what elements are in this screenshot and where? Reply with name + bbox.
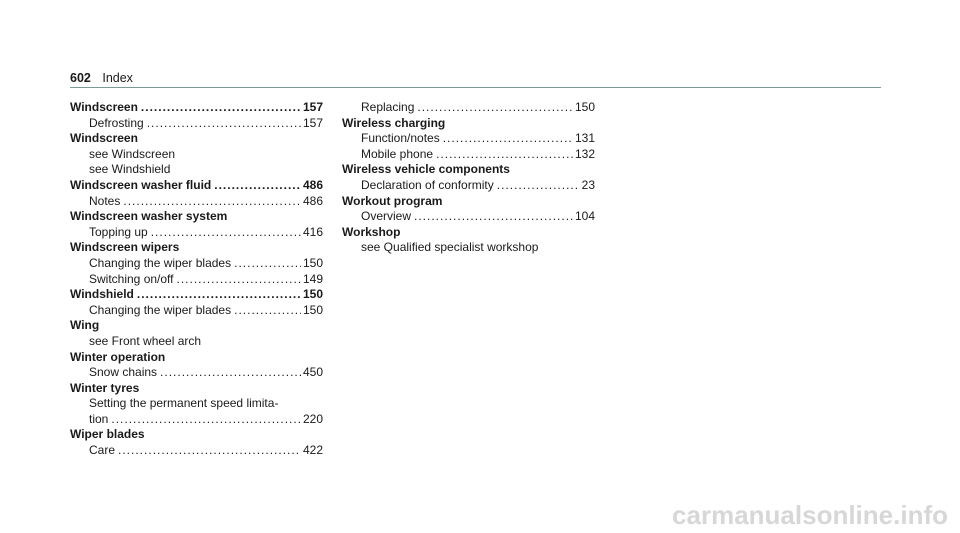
index-heading bbox=[70, 287, 323, 303]
index-subentry bbox=[70, 116, 323, 132]
page-ref: 150 bbox=[302, 287, 323, 302]
entry-text: Windshield bbox=[70, 287, 134, 302]
index-subentry bbox=[342, 131, 595, 147]
entry-text: Care bbox=[89, 443, 116, 458]
page-ref: 220 bbox=[302, 411, 323, 426]
header-rule bbox=[70, 87, 881, 88]
dot-leader bbox=[234, 256, 301, 272]
index-subentry: Setting the permanent speed limita- bbox=[89, 396, 279, 411]
entry-text: Replacing bbox=[361, 100, 415, 114]
index-heading: Windscreen bbox=[70, 131, 138, 146]
index-heading: Windscreen wipers bbox=[70, 240, 180, 255]
dot-leader bbox=[111, 412, 301, 428]
page-number: 602 bbox=[70, 71, 91, 85]
page-ref: 104 bbox=[574, 209, 595, 224]
entry-text: Notes bbox=[89, 193, 121, 208]
index-subentry bbox=[342, 178, 595, 194]
dot-leader bbox=[443, 131, 573, 147]
page-ref: 149 bbox=[302, 271, 323, 286]
entry-text: Changing the wiper blades bbox=[89, 255, 232, 270]
entry-text: Changing the wiper blades bbox=[89, 302, 232, 317]
index-subentry bbox=[70, 412, 323, 428]
dot-leader bbox=[497, 178, 580, 194]
page-ref: 157 bbox=[302, 100, 323, 114]
dot-leader bbox=[137, 287, 301, 303]
dot-leader bbox=[234, 303, 301, 319]
index-subentry bbox=[70, 272, 323, 288]
index-subentry bbox=[70, 256, 323, 272]
entry-text: Overview bbox=[361, 209, 412, 224]
index-column-left bbox=[70, 100, 323, 459]
dot-leader bbox=[177, 272, 301, 288]
index-subentry bbox=[70, 303, 323, 319]
index-subentry bbox=[70, 443, 323, 459]
dot-leader bbox=[417, 100, 573, 116]
dot-leader bbox=[414, 209, 573, 225]
index-subentry bbox=[70, 194, 323, 210]
page-ref: 450 bbox=[302, 365, 323, 380]
dot-leader bbox=[160, 365, 301, 381]
page-ref: 150 bbox=[574, 100, 595, 114]
dot-leader bbox=[147, 116, 301, 132]
index-heading bbox=[70, 178, 323, 194]
entry-text: Windscreen washer fluid bbox=[70, 177, 212, 192]
page-ref: 157 bbox=[302, 115, 323, 130]
index-subentry: see Windscreen bbox=[89, 146, 176, 161]
dot-leader bbox=[214, 178, 301, 194]
index-heading: Workout program bbox=[342, 193, 443, 208]
index-subentry bbox=[342, 147, 595, 163]
index-subentry bbox=[342, 209, 595, 225]
index-heading: Workshop bbox=[342, 224, 401, 239]
index-heading: Winter operation bbox=[70, 349, 166, 364]
dot-leader bbox=[118, 443, 301, 459]
dot-leader bbox=[141, 100, 301, 116]
dot-leader bbox=[151, 225, 301, 241]
index-heading: Wireless charging bbox=[342, 115, 446, 130]
index-heading: Winter tyres bbox=[70, 380, 140, 395]
page-ref: 150 bbox=[302, 255, 323, 270]
entry-text: Switching on/off bbox=[89, 271, 174, 286]
index-heading bbox=[70, 100, 323, 116]
index-heading: Wing bbox=[70, 318, 100, 333]
index-subentry: see Qualified specialist workshop bbox=[361, 240, 539, 255]
page-ref: 150 bbox=[302, 302, 323, 317]
index-subentry: see Windshield bbox=[89, 162, 171, 177]
index-heading: Wireless vehicle components bbox=[342, 162, 510, 177]
page-ref: 131 bbox=[574, 131, 595, 146]
index-subentry bbox=[70, 225, 323, 241]
page-ref: 486 bbox=[302, 193, 323, 208]
watermark: carmanualsonline.info bbox=[672, 500, 948, 530]
entry-text: Declaration of conformity bbox=[361, 177, 494, 192]
index-subentry bbox=[70, 365, 323, 381]
index-heading: Windscreen washer system bbox=[70, 209, 228, 224]
entry-text: Defrosting bbox=[89, 115, 144, 130]
page-ref: 23 bbox=[581, 177, 595, 192]
page-section-title: Index bbox=[102, 71, 133, 85]
dot-leader bbox=[436, 147, 573, 163]
page-ref: 422 bbox=[302, 443, 323, 458]
index-subentry: see Front wheel arch bbox=[89, 333, 202, 348]
entry-text: Windscreen bbox=[70, 100, 138, 114]
index-subentry bbox=[342, 100, 595, 116]
index-column-right bbox=[342, 100, 595, 256]
entry-text: Mobile phone bbox=[361, 146, 434, 161]
page-header bbox=[70, 71, 133, 85]
entry-text: Function/notes bbox=[361, 131, 440, 146]
entry-text: Snow chains bbox=[89, 365, 158, 380]
entry-text: tion bbox=[89, 411, 109, 426]
dot-leader bbox=[123, 194, 301, 210]
page-ref: 416 bbox=[302, 224, 323, 239]
page-ref: 132 bbox=[574, 146, 595, 161]
index-heading: Wiper blades bbox=[70, 427, 145, 442]
entry-text: Topping up bbox=[89, 224, 148, 239]
page-ref: 486 bbox=[302, 177, 323, 192]
